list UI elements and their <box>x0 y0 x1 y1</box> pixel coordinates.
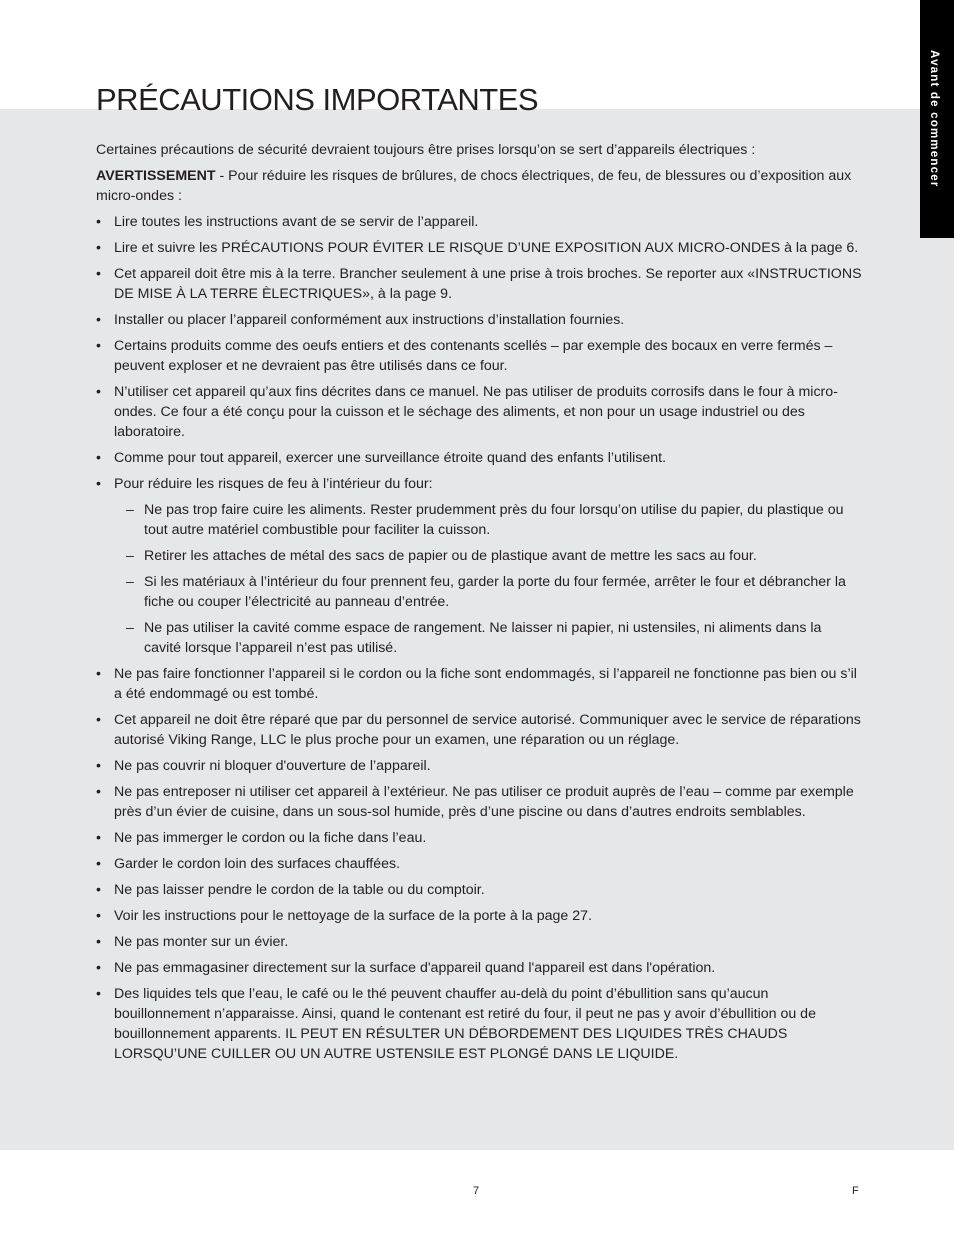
precaution-item: • Cet appareil doit être mis à la terre. Brancher seulement à une prise à trois broches. Se reporter aux «INSTRUCTIONS DE MISE À LA TERRE ÈLECTRIQUES», à la page 9. <box>96 264 862 304</box>
page-title: PRÉCAUTIONS IMPORTANTES <box>96 82 539 117</box>
sub-precaution-item: – Retirer les attaches de métal des sacs de papier ou de plastique avant de mettre les sacs au four. <box>114 546 862 566</box>
sub-precaution-item: – Ne pas trop faire cuire les aliments. Rester prudemment près du four lorsqu’on utilise du papier, du plastique ou tout autre matériel combustible pour faciliter la cuisson. <box>114 500 862 540</box>
precaution-text: Pour réduire les risques de feu à l’intérieur du four: <box>114 476 433 492</box>
precautions-list <box>96 212 862 1064</box>
page-number: 7 <box>473 1185 480 1197</box>
precaution-item: • N’utiliser cet appareil qu’aux fins décrites dans ce manuel. Ne pas utiliser de produits corrosifs dans le four à micro-ondes. Ce four a été conçu pour la cuisson et le séchage des aliments, et non pour un usage industriel ou des laboratoire. <box>96 382 862 442</box>
warning-paragraph <box>96 166 862 206</box>
warning-label: AVERTISSEMENT <box>96 168 216 184</box>
sub-precaution-item: – Ne pas utiliser la cavité comme espace de rangement. Ne laisser ni papier, ni ustensiles, ni aliments dans la cavité lorsque l’appareil n’est pas utilisé. <box>114 618 862 658</box>
precaution-item: • Ne pas laisser pendre le cordon de la table ou du comptoir. <box>96 880 862 900</box>
precaution-item: • Ne pas emmagasiner directement sur la surface d'appareil quand l'appareil est dans l'opération. <box>96 958 862 978</box>
precaution-item: • Garder le cordon loin des surfaces chauffées. <box>96 854 862 874</box>
precaution-item: • Lire toutes les instructions avant de se servir de l’appareil. <box>96 212 862 232</box>
warning-text: - Pour réduire les risques de brûlures, de chocs électriques, de feu, de blessures ou d’exposition aux micro-ondes : <box>96 168 852 204</box>
precaution-item: • Cet appareil ne doit être réparé que par du personnel de service autorisé. Communiquer avec le service de réparations autorisé Viking Range, LLC le plus proche pour un examen, une réparation ou un réglage. <box>96 710 862 750</box>
precaution-item: • Ne pas entreposer ni utiliser cet appareil à l’extérieur. Ne pas utiliser ce produit auprès de l’eau – comme par exemple près d’un évier de cuisine, dans un sous-sol humide, près d’une piscine ou dans d’autres endroits semblables. <box>96 782 862 822</box>
precaution-item-fire <box>96 474 862 658</box>
precaution-item: • Installer ou placer l’appareil conformément aux instructions d’installation fournies. <box>96 310 862 330</box>
precaution-item: • Des liquides tels que l’eau, le café ou le thé peuvent chauffer au-delà du point d’ébullition sans qu’aucun bouillonnement n’apparaisse. Ainsi, quand le contenant est retiré du four, il peut ne pas y avoir d’ébullition ou de bouillonnement apparents. IL PEUT EN RÉSULTER UN DÉBORDEMENT DES LIQUIDES TRÈS CHAUDS LORSQU’UNE CUILLER OU UN AUTRE USTENSILE EST PLONGÉ DANS LE LIQUIDE. <box>96 984 862 1064</box>
precaution-item: • Ne pas monter sur un évier. <box>96 932 862 952</box>
precaution-item: • Ne pas couvrir ni bloquer d'ouverture de l’appareil. <box>96 756 862 776</box>
body-text <box>96 140 862 1064</box>
sub-precaution-item: – Si les matériaux à l’intérieur du four prennent feu, garder la porte du four fermée, arrêter le four et débrancher la fiche ou couper l’électricité au panneau d’entrée. <box>114 572 862 612</box>
precaution-item: • Certains produits comme des oeufs entiers et des contenants scellés – par exemple des bocaux en verre fermés – peuvent exploser et ne devraient pas être utilisés dans ce four. <box>96 336 862 376</box>
section-tab <box>920 0 954 238</box>
precaution-item: • Lire et suivre les PRÉCAUTIONS POUR ÉVITER LE RISQUE D’UNE EXPOSITION AUX MICRO-ONDES à la page 6. <box>96 238 862 258</box>
language-code: F <box>852 1185 859 1197</box>
section-tab-label: Avant de commencer <box>928 50 940 188</box>
precaution-item: • Ne pas immerger le cordon ou la fiche dans l’eau. <box>96 828 862 848</box>
fire-precautions-sublist <box>114 500 862 658</box>
precaution-item: • Ne pas faire fonctionner l’appareil si le cordon ou la fiche sont endommagés, si l’appareil ne fonctionne pas bien ou s’il a été endommagé ou est tombé. <box>96 664 862 704</box>
intro-paragraph: Certaines précautions de sécurité devraient toujours être prises lorsqu’on se sert d’appareils électriques : <box>96 142 756 158</box>
precaution-item: • Voir les instructions pour le nettoyage de la surface de la porte à la page 27. <box>96 906 862 926</box>
precaution-item: • Comme pour tout appareil, exercer une surveillance étroite quand des enfants l’utilisent. <box>96 448 862 468</box>
